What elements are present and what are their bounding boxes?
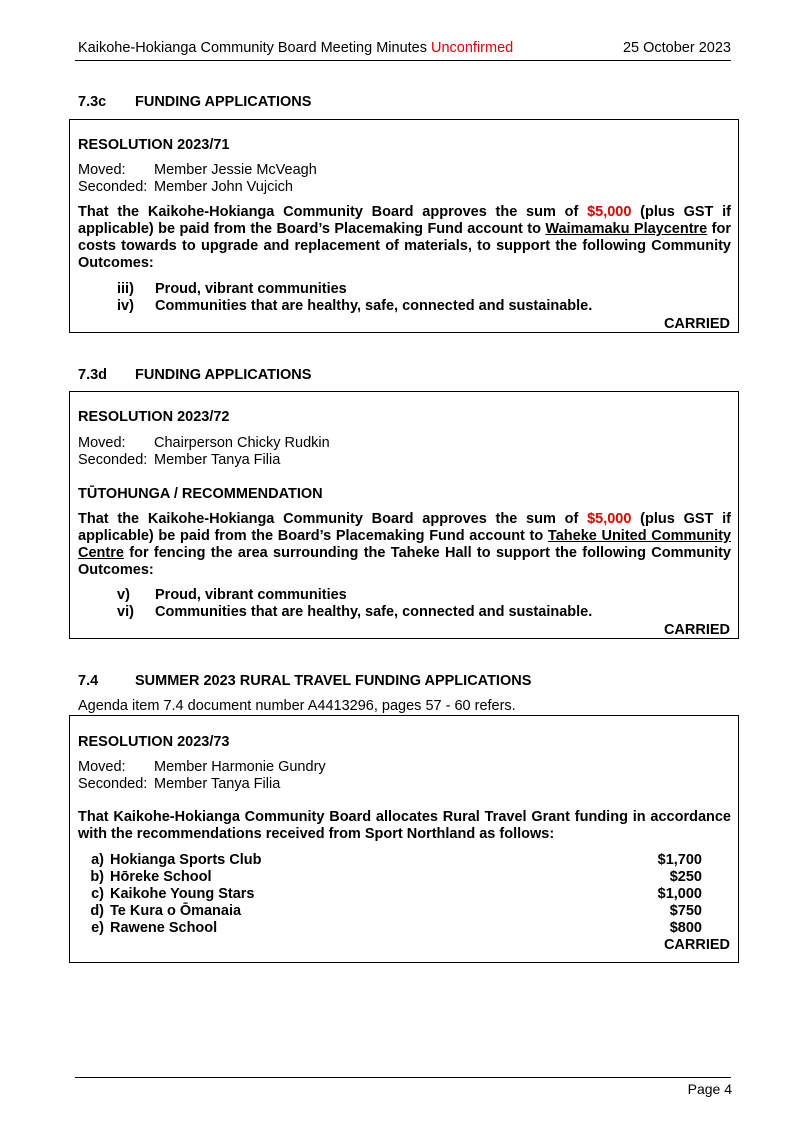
section-heading-7-3c (78, 94, 311, 110)
resolution-text-part: for costs towards to upgrade and replacement of materials, to support the following Community Outcomes: (78, 221, 731, 271)
grant-recipient: Rawene School (110, 920, 218, 936)
moved-by: Chairperson Chicky Rudkin (154, 435, 330, 451)
outcome-item (117, 281, 347, 298)
page-header (75, 40, 731, 62)
outcome-item (117, 587, 347, 604)
resolution-text-part: (plus GST if applicable) be paid from the Board’s Placemaking Fund account to (78, 511, 731, 544)
seconded-label: Seconded: (78, 452, 148, 468)
grant-row (82, 903, 702, 920)
outcome-text: Proud, vibrant communities (155, 281, 347, 297)
resolution-box-2023-72 (69, 391, 739, 639)
outcome-marker: iv) (117, 298, 134, 314)
outcome-text: Proud, vibrant communities (155, 587, 347, 603)
outcome-item (117, 604, 592, 621)
carried-label: CARRIED (663, 316, 730, 332)
page-number: Page 4 (687, 1081, 732, 1097)
grant-recipient: Hokianga Sports Club (110, 852, 262, 868)
outcome-text: Communities that are healthy, safe, connected and sustainable. (155, 298, 593, 314)
seconded-by: Member John Vujcich (154, 179, 293, 195)
recommendation-heading: TŪTOHUNGA / RECOMMENDATION (78, 486, 323, 502)
seconded-by: Member Tanya Filia (154, 776, 281, 792)
section-title: FUNDING APPLICATIONS (135, 94, 312, 110)
header-date: 25 October 2023 (622, 40, 731, 56)
moved-label: Moved: (78, 435, 126, 451)
seconded-label: Seconded: (78, 179, 148, 195)
recipient-name: Taheke United Community Centre (78, 528, 732, 561)
grant-marker: a) (91, 852, 104, 868)
resolution-box-2023-73 (69, 715, 739, 963)
funding-amount: $5,000 (587, 511, 632, 527)
outcome-marker: v) (117, 587, 130, 603)
grant-marker: c) (91, 886, 104, 902)
outcome-marker: vi) (117, 604, 134, 620)
moved-by: Member Jessie McVeagh (154, 162, 317, 178)
resolution-text-part: for fencing the area surrounding the Taheke Hall to support the following Community Outcomes: (78, 545, 731, 578)
section-heading-7-4 (78, 673, 531, 689)
resolution-text: That Kaikohe-Hokianga Community Board allocates Rural Travel Grant funding in accordance with the recommendations received from Sport Northland as follows: (78, 809, 731, 842)
grant-marker: d) (90, 903, 104, 919)
seconded-line (78, 776, 280, 793)
carried-label: CARRIED (663, 937, 730, 953)
section-number: 7.3d (78, 367, 108, 383)
moved-line (78, 759, 326, 776)
grant-amount: $800 (669, 920, 702, 936)
grant-recipient: Hōreke School (110, 869, 212, 885)
seconded-line (78, 452, 280, 469)
grant-row (82, 852, 702, 869)
section-title: FUNDING APPLICATIONS (135, 367, 312, 383)
resolution-number: RESOLUTION 2023/71 (78, 137, 230, 153)
resolution-text-part: (plus GST if applicable) be paid from the Board’s Placemaking Fund account to (78, 204, 731, 237)
moved-line (78, 435, 330, 452)
footer-divider (75, 1077, 731, 1078)
header-divider (75, 60, 731, 61)
seconded-line (78, 179, 293, 196)
header-title: Kaikohe-Hokianga Community Board Meeting Minutes (78, 40, 427, 56)
grant-amount: $1,000 (657, 886, 702, 902)
recipient-name: Waimamaku Playcentre (545, 221, 708, 237)
grant-amount: $1,700 (657, 852, 702, 868)
resolution-number: RESOLUTION 2023/73 (78, 734, 230, 750)
seconded-by: Member Tanya Filia (154, 452, 281, 468)
section-heading-7-3d (78, 367, 311, 383)
resolution-text (78, 511, 731, 579)
resolution-number: RESOLUTION 2023/72 (78, 409, 230, 425)
outcome-text: Communities that are healthy, safe, connected and sustainable. (155, 604, 593, 620)
funding-amount: $5,000 (587, 204, 632, 220)
grant-amount: $250 (669, 869, 702, 885)
resolution-box-2023-71 (69, 119, 739, 333)
section-title: SUMMER 2023 RURAL TRAVEL FUNDING APPLICATIONS (135, 673, 532, 689)
resolution-text (78, 204, 731, 272)
section-number: 7.3c (78, 94, 107, 110)
moved-by: Member Harmonie Gundry (154, 759, 326, 775)
resolution-text-part: That the Kaikohe-Hokianga Community Board approves the sum of (78, 204, 588, 220)
header-status: Unconfirmed (431, 40, 514, 56)
header-title-line (78, 40, 513, 56)
outcome-item (117, 298, 592, 315)
moved-label: Moved: (78, 162, 126, 178)
grant-row (82, 920, 702, 937)
outcome-marker: iii) (117, 281, 134, 297)
grant-recipient: Kaikohe Young Stars (110, 886, 255, 902)
carried-label: CARRIED (663, 622, 730, 638)
grant-marker: b) (90, 869, 104, 885)
grant-marker: e) (91, 920, 104, 936)
agenda-reference: Agenda item 7.4 document number A4413296, pages 57 - 60 refers. (78, 698, 516, 714)
resolution-text-part: That the Kaikohe-Hokianga Community Board approves the sum of (78, 511, 588, 527)
moved-line (78, 162, 317, 179)
grant-recipient: Te Kura o Ōmanaia (110, 903, 242, 919)
seconded-label: Seconded: (78, 776, 148, 792)
moved-label: Moved: (78, 759, 126, 775)
section-number: 7.4 (78, 673, 99, 689)
grant-row (82, 886, 702, 903)
grant-amount: $750 (669, 903, 702, 919)
grant-row (82, 869, 702, 886)
